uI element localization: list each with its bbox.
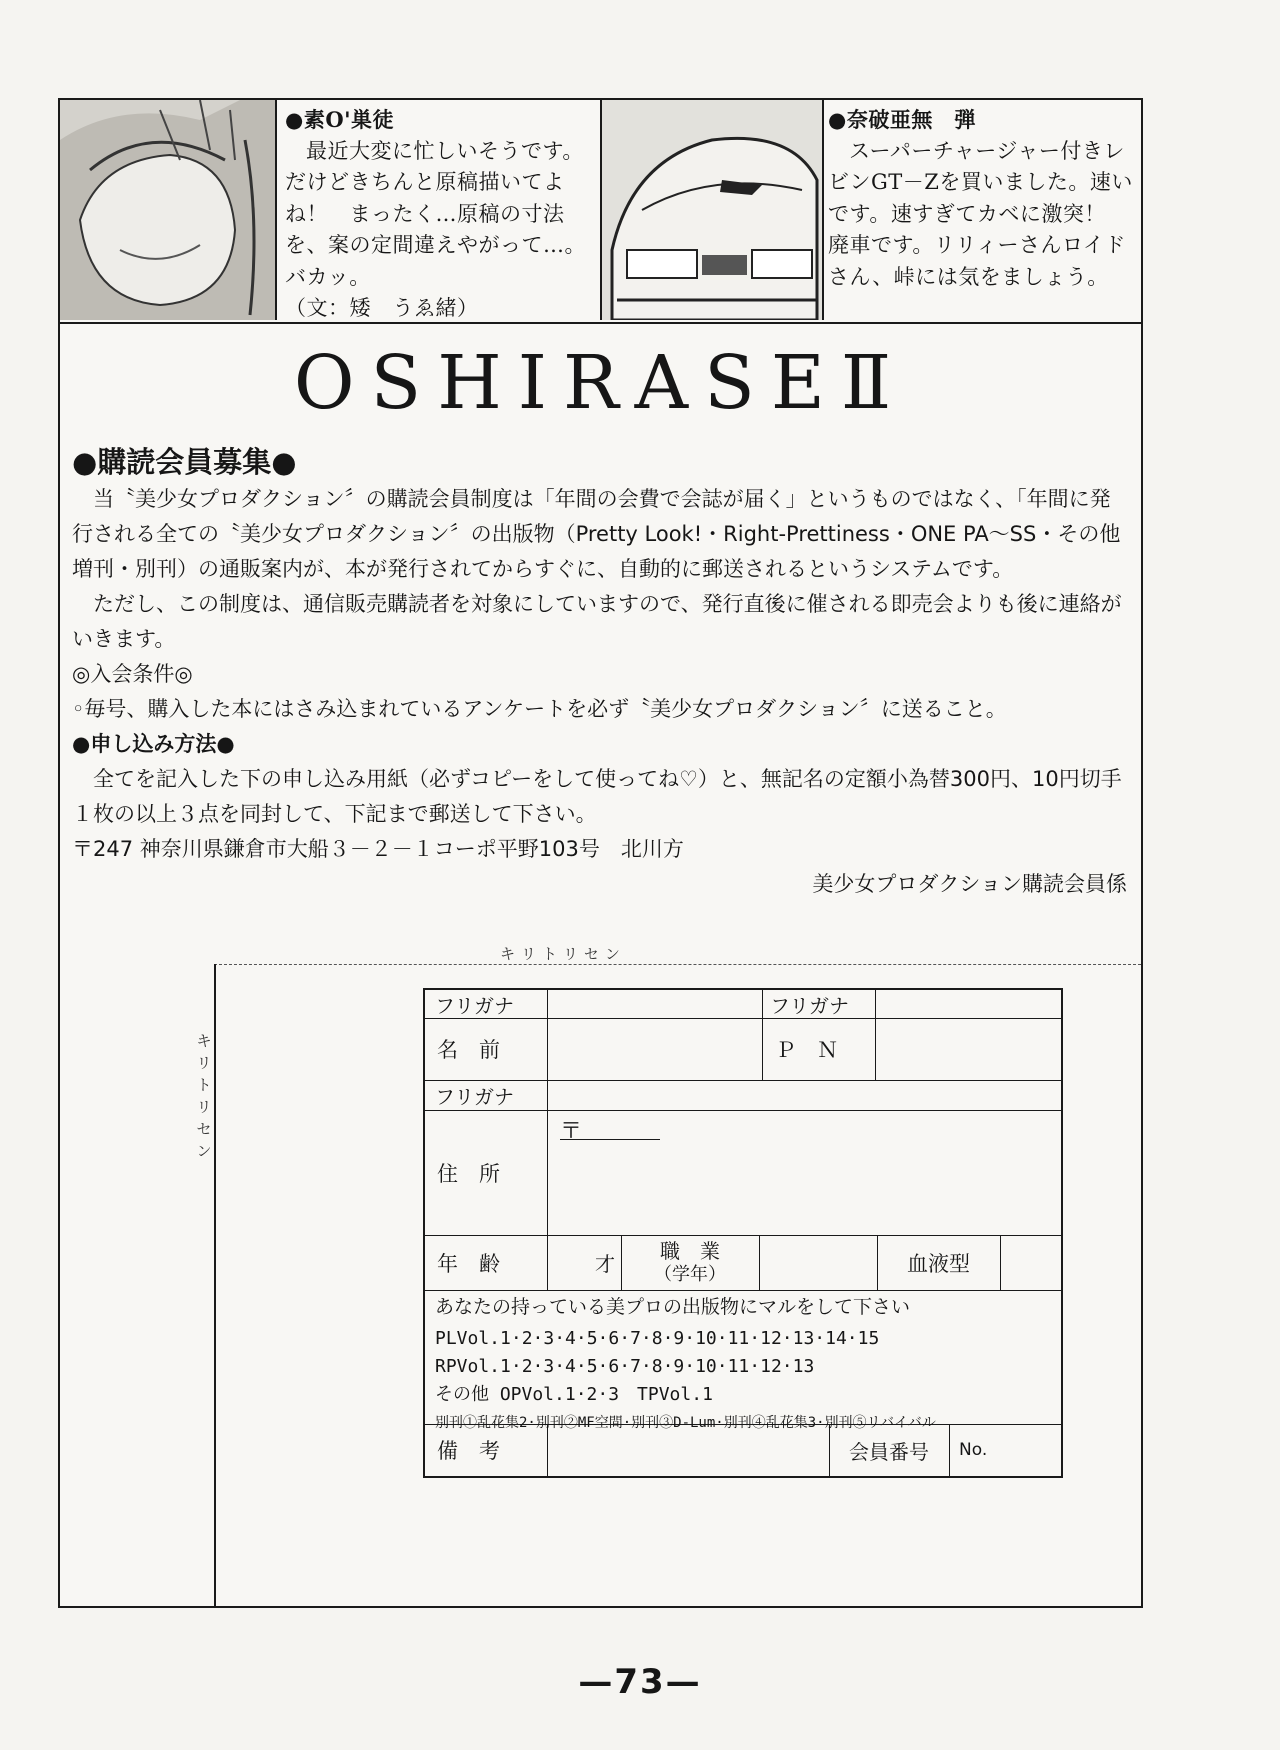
remarks-label: 備 考 bbox=[437, 1439, 500, 1463]
page-frame bbox=[58, 98, 1143, 1608]
mailing-address: 〒247 神奈川県鎌倉市大船３－２－１コーポ平野103号 北川方 bbox=[72, 837, 684, 861]
job-label: 職 業 bbox=[660, 1238, 720, 1263]
conditions-heading: ◎入会条件◎ bbox=[72, 662, 193, 686]
page-number: —73— bbox=[578, 1662, 702, 1702]
address-label: 住 所 bbox=[437, 1161, 500, 1186]
pn-furigana-label: フリガナ bbox=[770, 993, 849, 1018]
left-column bbox=[285, 104, 590, 325]
publications-prompt: あなたの持っている美プロの出版物にマルをして下さい bbox=[435, 1295, 911, 1318]
application-form bbox=[423, 988, 1063, 1478]
pn-label: Ｐ Ｎ bbox=[775, 1038, 838, 1062]
address-furigana-field[interactable] bbox=[547, 1080, 1061, 1110]
left-illustration bbox=[60, 100, 277, 320]
cut-line-left bbox=[214, 964, 216, 1608]
cut-line-label-left: キリトリセン bbox=[196, 1032, 212, 1160]
job-label-cell bbox=[621, 1235, 759, 1290]
left-column-heading: ●素O'巣徒 bbox=[285, 107, 395, 132]
page-title: OSHIRASEⅡ bbox=[293, 340, 908, 426]
member-number-label: 会員番号 bbox=[849, 1439, 929, 1464]
publication-line-pl[interactable]: PLVol.1·2·3·4·5·6·7·8·9·10·11·12·13·14·15 bbox=[435, 1328, 880, 1349]
remarks-field[interactable] bbox=[547, 1424, 829, 1476]
publication-line-other[interactable]: その他 OPVol.1·2·3 TPVol.1 bbox=[435, 1384, 713, 1405]
car-illustration bbox=[602, 100, 822, 320]
name-label: 名 前 bbox=[437, 1038, 500, 1062]
main-content bbox=[72, 442, 1127, 902]
left-column-credit: （文：矮 うゑ緒） bbox=[285, 296, 479, 320]
name-furigana-field[interactable] bbox=[547, 990, 762, 1018]
application-paragraph: 全てを記入した下の申し込み用紙（必ずコピーをして使ってね♡）と、無記名の定額小為替300円、10円切手１枚の以上３点を同封して、下記まで郵送して下さい。 bbox=[72, 767, 1122, 826]
cut-line-top bbox=[214, 964, 1141, 965]
subscription-heading: ●購読会員募集● bbox=[72, 445, 297, 479]
right-illustration bbox=[600, 100, 824, 320]
pn-furigana-field[interactable] bbox=[875, 990, 1061, 1018]
left-column-body: 最近大変に忙しいそうです。だけどきちんと原稿描いてよね！ まったく…原稿の寸法を、案の定間違えやがって…。バカッ。 bbox=[285, 138, 586, 289]
character-illustration bbox=[60, 100, 275, 320]
job-field[interactable] bbox=[759, 1235, 877, 1290]
right-column-heading: ●奈破亜無 弾 bbox=[828, 107, 976, 132]
address-furigana-label: フリガナ bbox=[435, 1084, 514, 1109]
cut-line-label-top: キリトリセン bbox=[500, 945, 626, 963]
right-column bbox=[828, 104, 1138, 293]
age-unit[interactable]: 才 bbox=[595, 1252, 615, 1276]
blood-type-field[interactable] bbox=[1000, 1235, 1061, 1290]
blood-type-label: 血液型 bbox=[907, 1251, 970, 1276]
top-row bbox=[60, 100, 1141, 324]
address-field[interactable] bbox=[547, 1140, 1061, 1235]
subscription-paragraph-1: 当〝美少女プロダクション〞の購読会員制度は「年間の会費で会誌が届く」というものではなく、「年間に発行される全ての〝美少女プロダクション〞の出版物（Pretty Look!・Right-Prettiness・ONE PA～SS・その他増刊・別刊）の通販案内が、本が発行されてからすぐに、自動的に郵送されるというシステムです。 bbox=[72, 487, 1121, 581]
application-heading: ●申し込み方法● bbox=[72, 732, 235, 756]
member-number-field[interactable]: No. bbox=[959, 1440, 988, 1460]
name-field[interactable] bbox=[547, 1018, 762, 1080]
grade-label: （学年） bbox=[654, 1263, 726, 1285]
subscription-paragraph-2: ただし、この制度は、通信販売購読者を対象にしていますので、発行直後に催される即売会よりも後に連絡がいきます。 bbox=[72, 592, 1122, 651]
pn-field[interactable] bbox=[875, 1018, 1061, 1080]
right-column-body: スーパーチャージャー付きレビンGT－Zを買いました。速いです。速すぎてカベに激突！ 廃車です。リリィーさんロイドさん、峠には気をましょう。 bbox=[828, 138, 1133, 289]
publication-line-special[interactable]: 別刊①乱花集2·別刊②MF空間·別刊③D-Lum·別刊④乱花集3·別刊⑤リバイバル bbox=[435, 1415, 936, 1431]
name-furigana-label: フリガナ bbox=[435, 993, 514, 1018]
publication-line-rp[interactable]: RPVol.1·2·3·4·5·6·7·8·9·10·11·12·13 bbox=[435, 1356, 815, 1377]
recipient: 美少女プロダクション購読会員係 bbox=[812, 872, 1127, 896]
postal-mark: 〒 bbox=[560, 1114, 660, 1140]
conditions-item: ◦毎号、購入した本にはさみ込まれているアンケートを必ず〝美少女プロダクション〞に送ること。 bbox=[72, 697, 1007, 721]
publications-list[interactable] bbox=[435, 1325, 936, 1437]
age-label: 年 齢 bbox=[437, 1251, 500, 1276]
